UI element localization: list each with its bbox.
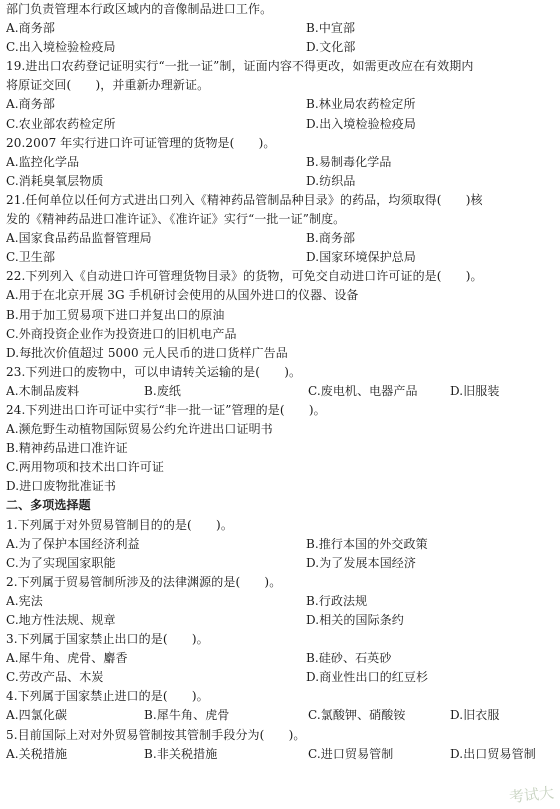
options-row: [6, 611, 552, 630]
text-line: C.外商投资企业作为投资进口的旧机电产品: [6, 326, 237, 341]
options-row: [6, 95, 552, 114]
option-item: A.为了保护本国经济利益: [6, 536, 140, 551]
options-row: [6, 592, 552, 611]
option-item: B.非关税措施: [144, 746, 218, 761]
text-line: 发的《精神药品进口准许证》、《准许证》实行“一批一证”制度。: [6, 212, 346, 227]
text-line: 23.下列进口的废物中，可以申请转关运输的是( )。: [6, 364, 302, 379]
option-item: C.消耗臭氧层物质: [6, 173, 104, 188]
section-heading: 二、多项选择题: [6, 498, 91, 513]
option-item: B.商务部: [306, 231, 356, 246]
options-row: [6, 229, 552, 248]
option-item: C.劳改产品、木炭: [6, 670, 104, 685]
text-line: 2.下列属于贸易管制所涉及的法律渊源的是( )。: [6, 574, 282, 589]
text-line: 3.下列属于国家禁止出口的是( )。: [6, 632, 209, 647]
option-item: D.旧衣服: [450, 708, 500, 723]
option-item: D.商业性出口的红豆杉: [306, 670, 429, 685]
option-item: A.宪法: [6, 593, 43, 608]
options-row: [6, 248, 552, 267]
option-item: D.旧服装: [450, 383, 500, 398]
options-row: [6, 153, 552, 172]
options-row: [6, 706, 552, 725]
text-line: D.进口废物批准证书: [6, 479, 117, 494]
options-row: [6, 649, 552, 668]
option-item: D.国家环境保护总局: [306, 250, 417, 265]
text-line: A.用于在北京开展 3G 手机研讨会使用的从国外进口的仪器、设备: [6, 288, 359, 303]
option-item: A.犀牛角、虎骨、麝香: [6, 651, 128, 666]
option-item: C.为了实现国家职能: [6, 555, 116, 570]
options-row: [6, 745, 552, 764]
option-item: A.商务部: [6, 21, 55, 36]
option-item: C.废电机、电器产品: [308, 383, 418, 398]
option-item: B.推行本国的外交政策: [306, 536, 428, 551]
option-item: D.为了发展本国经济: [306, 555, 417, 570]
text-line: D.每批次价值超过 5000 元人民币的进口货样广告品: [6, 345, 288, 360]
options-row: [6, 115, 552, 134]
option-item: A.木制品废料: [6, 383, 80, 398]
options-row: [6, 382, 552, 401]
option-item: B.中宣部: [306, 21, 356, 36]
option-item: C.氯酸钾、硝酸铵: [308, 708, 406, 723]
option-item: D.文化部: [306, 40, 356, 55]
option-item: C.农业部农药检定所: [6, 116, 116, 131]
options-row: [6, 668, 552, 687]
text-line: 20.2007 年实行进口许可证管理的货物是( )。: [6, 135, 276, 150]
text-line: 22.下列列入《自动进口许可管理货物目录》的货物，可免交自动进口许可证的是( )。: [6, 269, 483, 284]
text-line: 将原证交回( )，并重新办理新证。: [6, 78, 210, 93]
text-line: B.用于加工贸易项下进口并复出口的原油: [6, 307, 225, 322]
watermark-logo: 考试大: [508, 783, 555, 807]
option-item: A.监控化学品: [6, 154, 80, 169]
text-line: B.精神药品进口准许证: [6, 441, 128, 456]
option-item: A.关税措施: [6, 746, 68, 761]
option-item: A.国家食品药品监督管理局: [6, 231, 152, 246]
option-item: D.出口贸易管制: [450, 746, 536, 761]
option-item: C.出入境检验检疫局: [6, 40, 116, 55]
options-row: [6, 38, 552, 57]
option-item: C.进口贸易管制: [308, 746, 394, 761]
option-item: C.地方性法规、规章: [6, 613, 116, 627]
option-item: B.硅砂、石英砂: [306, 651, 392, 666]
option-item: D.出入境检验检疫局: [306, 116, 417, 131]
text-line: 21.任何单位以任何方式进出口列入《精神药品管制品种目录》的药品，均须取得( )核: [6, 192, 483, 207]
option-item: C.卫生部: [6, 250, 56, 265]
options-row: [6, 535, 552, 554]
option-item: B.林业局农药检定所: [306, 97, 416, 112]
option-item: B.易制毒化学品: [306, 154, 392, 169]
option-item: D.纺织品: [306, 173, 356, 188]
text-line: 19.进出口农药登记证明实行“一批一证”制，证面内容不得更改，如需更改应在有效期内: [6, 59, 474, 74]
options-row: [6, 19, 552, 38]
text-line: A.濒危野生动植物国际贸易公约允许进出口证明书: [6, 422, 273, 437]
option-item: B.行政法规: [306, 593, 368, 608]
text-line: C.两用物项和技术出口许可证: [6, 460, 164, 475]
option-item: A.四氯化碳: [6, 708, 68, 723]
text-line: 1.下列属于对外贸易管制目的的是( )。: [6, 517, 233, 532]
options-row: [6, 554, 552, 573]
text-line: 4.下列属于国家禁止进口的是( )。: [6, 689, 209, 704]
option-item: D.相关的国际条约: [306, 613, 404, 627]
text-line: 部门负责管理本行政区域内的音像制品进口工作。: [6, 2, 273, 16]
option-item: B.犀牛角、虎骨: [144, 708, 230, 723]
text-line: 5.目前国际上对对外贸易管制按其管制手段分为( )。: [6, 727, 306, 742]
option-item: B.废纸: [144, 383, 182, 398]
option-item: A.商务部: [6, 97, 55, 112]
text-line: 24.下列进出口许可证中实行“非一批一证”管理的是( )。: [6, 402, 326, 417]
options-row: [6, 172, 552, 191]
